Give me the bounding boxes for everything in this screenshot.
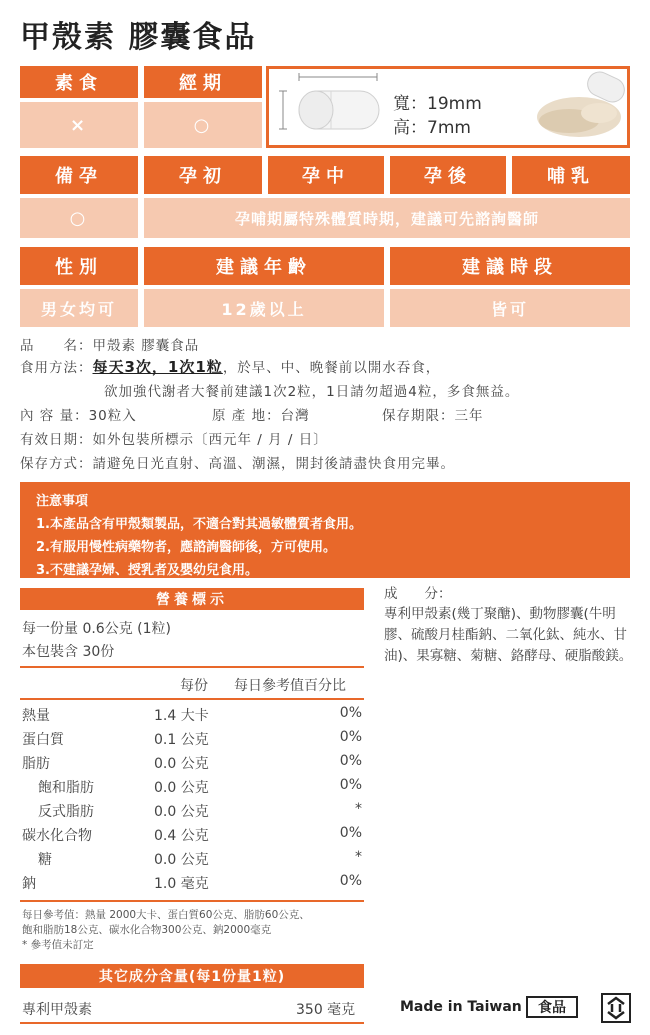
notice-item-3: 3.不建議孕婦、授乳者及嬰幼兒食用。 bbox=[36, 563, 258, 578]
info-name-value: 甲殼素 膠囊食品 bbox=[92, 338, 200, 354]
info-content-row bbox=[20, 404, 630, 424]
nutrition-col-dv: 每日參考值百分比 bbox=[234, 678, 346, 694]
diet-header-vegetarian: 素食 bbox=[20, 66, 138, 98]
nutrient-dv: 0% bbox=[339, 873, 362, 889]
info-expiry-row bbox=[20, 428, 328, 448]
audience-value-age: 12歲以上 bbox=[144, 289, 384, 327]
nutrient-name: 反式脂肪 bbox=[38, 804, 94, 820]
nutrition-row bbox=[22, 825, 362, 847]
nutrient-dv: 0% bbox=[339, 729, 362, 745]
nutrition-row bbox=[22, 873, 362, 895]
nutrition-row bbox=[22, 729, 362, 751]
diet-header-menstrual: 經期 bbox=[144, 66, 262, 98]
nutrient-dv: 0% bbox=[339, 753, 362, 769]
preg-note: 孕哺期屬特殊體質時期，建議可先諮詢醫師 bbox=[144, 198, 630, 238]
nutrition-divider-bottom bbox=[20, 900, 364, 902]
page-title: 甲殼素 膠囊食品 bbox=[20, 20, 257, 55]
other-ingredient-value: 350 毫克 bbox=[296, 1002, 356, 1018]
nutrition-row bbox=[22, 753, 362, 775]
info-usage-emphasis: 每天3次，1次1粒 bbox=[92, 358, 223, 376]
info-usage-row bbox=[20, 356, 440, 377]
info-usage-line2: 欲加強代謝者大餐前建議1次2粒，1日請勿超過4粒，多食無益。 bbox=[104, 384, 520, 400]
nutrition-divider-header bbox=[20, 698, 364, 700]
nutrition-title: 營養標示 bbox=[20, 588, 364, 610]
nutrient-name: 飽和脂肪 bbox=[38, 780, 94, 796]
nutrient-value: 1.0 毫克 bbox=[154, 876, 209, 892]
info-usage-rest: ，於早、中、晚餐前以開水吞食， bbox=[222, 360, 441, 376]
nutrition-row bbox=[22, 801, 362, 823]
info-name-row bbox=[20, 334, 199, 354]
other-ingredient-name: 專利甲殼素 bbox=[22, 1002, 92, 1018]
nutrient-name: 蛋白質 bbox=[22, 732, 64, 748]
nutrient-value: 0.0 公克 bbox=[154, 780, 209, 796]
diet-value-vegetarian: × bbox=[20, 102, 138, 148]
nutrition-ref-line3: * 參考值未訂定 bbox=[22, 939, 94, 951]
info-expiry-label: 有效日期： bbox=[20, 432, 93, 448]
nutrient-name: 鈉 bbox=[22, 876, 36, 892]
nutrient-value: 1.4 大卡 bbox=[154, 708, 209, 724]
info-content-value: 30粒入 bbox=[88, 408, 137, 424]
nutrition-col-per: 每份 bbox=[180, 678, 208, 694]
notice-item-2: 2.有服用慢性病藥物者，應諮詢醫師後，方可使用。 bbox=[36, 540, 336, 555]
nutrient-value: 0.0 公克 bbox=[154, 756, 209, 772]
nutrition-serving: 每一份量 0.6公克 (1粒) bbox=[22, 621, 171, 637]
made-in-taiwan: Made in Taiwan bbox=[400, 999, 522, 1015]
info-storage-value: 請避免日光直射、高溫、潮濕，開封後請盡快食用完畢。 bbox=[92, 456, 455, 472]
nutrient-value: 0.4 公克 bbox=[154, 828, 209, 844]
info-shelf-label: 保存期限： bbox=[382, 408, 455, 424]
audience-header-time: 建議時段 bbox=[390, 247, 630, 285]
notice-title: 注意事項 bbox=[36, 494, 89, 509]
ingredients-text: 專利甲殼素(幾丁聚醣)、動物膠囊(牛明膠、硫酸月桂酯鈉、二氧化鈦、純水、甘油)、果寡糖、菊糖、鉻酵母、硬脂酸鎂。 bbox=[384, 606, 633, 664]
info-storage-label: 保存方式： bbox=[20, 456, 93, 472]
nutrient-name: 脂肪 bbox=[22, 756, 50, 772]
nutrient-dv: 0% bbox=[339, 705, 362, 721]
recycle-icon bbox=[600, 992, 632, 1024]
info-content-label: 內 容 量： bbox=[20, 408, 89, 424]
notice-item-1: 1.本產品含有甲殼類製品，不適合對其過敏體質者食用。 bbox=[36, 517, 362, 532]
other-ingredients-title: 其它成分含量(每1份量1粒) bbox=[20, 964, 364, 988]
other-divider bbox=[20, 1022, 364, 1024]
nutrient-value: 0.0 公克 bbox=[154, 804, 209, 820]
capsule-image-box bbox=[266, 66, 630, 148]
info-usage-label: 食用方法： bbox=[20, 360, 93, 376]
info-name-label: 品 名： bbox=[20, 338, 93, 354]
preg-header-early: 孕初 bbox=[144, 156, 262, 194]
preg-header-prepare: 備孕 bbox=[20, 156, 138, 194]
preg-header-mid: 孕中 bbox=[268, 156, 384, 194]
ingredients-label: 成 分： bbox=[384, 586, 452, 602]
nutrient-name: 糖 bbox=[38, 852, 52, 868]
nutrition-row bbox=[22, 777, 362, 799]
nutrient-dv: 0% bbox=[339, 825, 362, 841]
preg-value-prepare: ○ bbox=[20, 198, 138, 238]
capsule-height: 高：7mm bbox=[393, 118, 471, 138]
nutrient-name: 碳水化合物 bbox=[22, 828, 92, 844]
nutrition-divider-top bbox=[20, 666, 364, 668]
nutrient-name: 熱量 bbox=[22, 708, 50, 724]
info-origin-value: 台灣 bbox=[280, 408, 310, 424]
audience-header-gender: 性別 bbox=[20, 247, 138, 285]
audience-header-age: 建議年齡 bbox=[144, 247, 384, 285]
info-expiry-value: 如外包裝所標示〔西元年 / 月 / 日〕 bbox=[92, 432, 328, 448]
nutrient-value: 0.1 公克 bbox=[154, 732, 209, 748]
nutrient-value: 0.0 公克 bbox=[154, 852, 209, 868]
audience-value-time: 皆可 bbox=[390, 289, 630, 327]
nutrient-dv: * bbox=[355, 849, 362, 865]
nutrition-servings-per: 本包裝含 30份 bbox=[22, 644, 115, 660]
info-origin-label: 原 產 地： bbox=[212, 408, 281, 424]
notice-box bbox=[20, 482, 630, 578]
nutrition-row bbox=[22, 705, 362, 727]
nutrition-ref-line1: 每日參考值：熱量 2000大卡、蛋白質60公克、脂肪60公克、 bbox=[22, 909, 310, 921]
preg-header-late: 孕後 bbox=[390, 156, 506, 194]
food-badge: 食品 bbox=[526, 996, 578, 1018]
audience-value-gender: 男女均可 bbox=[20, 289, 138, 327]
capsule-width: 寬：19mm bbox=[393, 94, 482, 114]
nutrition-row bbox=[22, 849, 362, 871]
info-storage-row bbox=[20, 452, 455, 472]
info-shelf-value: 三年 bbox=[454, 408, 484, 424]
diet-value-menstrual: ○ bbox=[144, 102, 262, 148]
nutrient-dv: * bbox=[355, 801, 362, 817]
nutrition-ref-line2: 飽和脂肪18公克、碳水化合物300公克、鈉2000毫克 bbox=[22, 924, 272, 936]
nutrient-dv: 0% bbox=[339, 777, 362, 793]
preg-header-nursing: 哺乳 bbox=[512, 156, 630, 194]
